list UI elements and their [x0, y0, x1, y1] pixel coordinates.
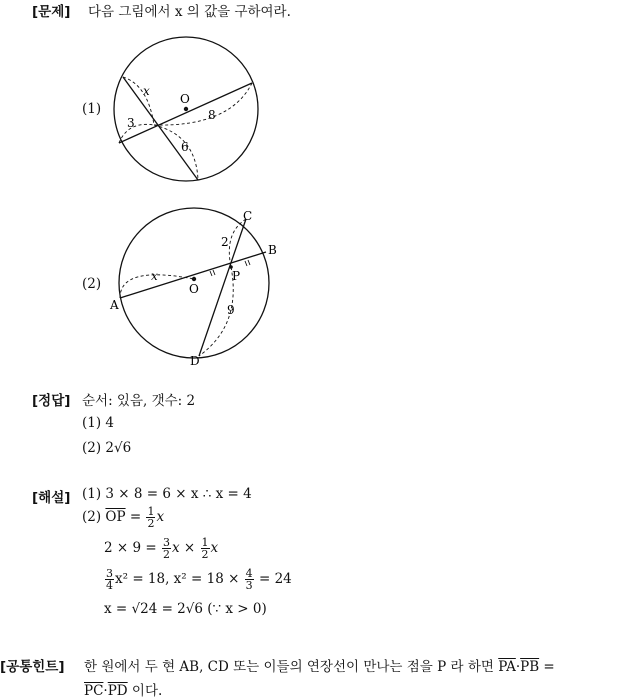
fig2-B-label: B [268, 243, 277, 257]
segment-PB: $\overline{PB}$ [520, 659, 540, 675]
figure-2 [108, 205, 288, 370]
fig2-tick-1 [210, 270, 215, 276]
fig2-D-label: D [190, 354, 200, 368]
segment-OP: $\overline{OP}$ [105, 509, 126, 525]
fig1-3-label: 3 [127, 116, 135, 130]
fig2-x-label: x [151, 269, 158, 283]
answer-tag: [정답] [32, 393, 71, 409]
figure-1 [110, 35, 265, 187]
fig2-O-label: O [189, 282, 199, 296]
fig2-2-label: 2 [221, 235, 229, 249]
hint-line-2: $\overline{PC}\cdot\overline{PD}$ 이다. [84, 683, 163, 699]
solution-line-3: 2 × 9 = $\frac{3}{2}$ x × $\frac{1}{2}$ x [104, 536, 219, 561]
solution-line-4: $\frac{3}{4}$ x² = 18, x² = 18 × $\frac{4}{3}$ = 24 [106, 567, 292, 592]
fig1-6-label: 6 [181, 140, 189, 154]
segment-PD: $\overline{PD}$ [107, 683, 128, 699]
problem-tag: [문제] [32, 4, 71, 20]
answer-meta: 순서: 있음, 갯수: 2 [82, 393, 196, 409]
fig2-label: (2) [82, 276, 102, 292]
answer-item-2: (2) 2√6 [82, 440, 132, 456]
fig2-9-label: 9 [227, 303, 235, 317]
solution-line-5: x = √24 = 2√6 (∵ x > 0) [104, 601, 267, 617]
fig1-label: (1) [82, 101, 102, 117]
problem-text: 다음 그림에서 x 의 값을 구하여라. [88, 4, 291, 20]
fig1-x-label: x [143, 84, 150, 98]
fig1-O-label: O [180, 92, 190, 106]
fraction-1-2-b: $\frac{1}{2}$ [201, 536, 209, 561]
fig1-center-dot [184, 107, 188, 111]
fig2-P-label: P [232, 269, 241, 283]
answer-item-1: (1) 4 [82, 415, 115, 431]
segment-PA: $\overline{PA}$ [498, 659, 516, 675]
fraction-1-2: $\frac{1}{2}$ [147, 505, 155, 530]
fig2-C-label: C [243, 209, 253, 223]
fraction-3-2: $\frac{3}{2}$ [162, 536, 170, 561]
fig1-8-label: 8 [208, 108, 216, 122]
fig2-tick-2 [245, 260, 250, 266]
fraction-3-4: $\frac{3}{4}$ [106, 567, 113, 592]
solution-line-2: (2) $\overline{OP}$ = $\frac{1}{2}$ x [82, 505, 165, 530]
fraction-4-3: $\frac{4}{3}$ [245, 567, 253, 592]
solution-tag: [해설] [32, 490, 71, 506]
segment-PC: $\overline{PC}$ [84, 683, 104, 699]
hint-line-1: 한 원에서 두 현 AB, CD 또는 이들의 연장선이 만나는 점을 P 라 하면 $\overline{PA}\cdot\overline{PB}$ = [84, 659, 555, 675]
fig2-A-label: A [110, 298, 119, 312]
solution-line-1: (1) 3 × 8 = 6 × x ∴ x = 4 [82, 486, 252, 502]
hint-tag: [공통힌트] [0, 659, 65, 675]
